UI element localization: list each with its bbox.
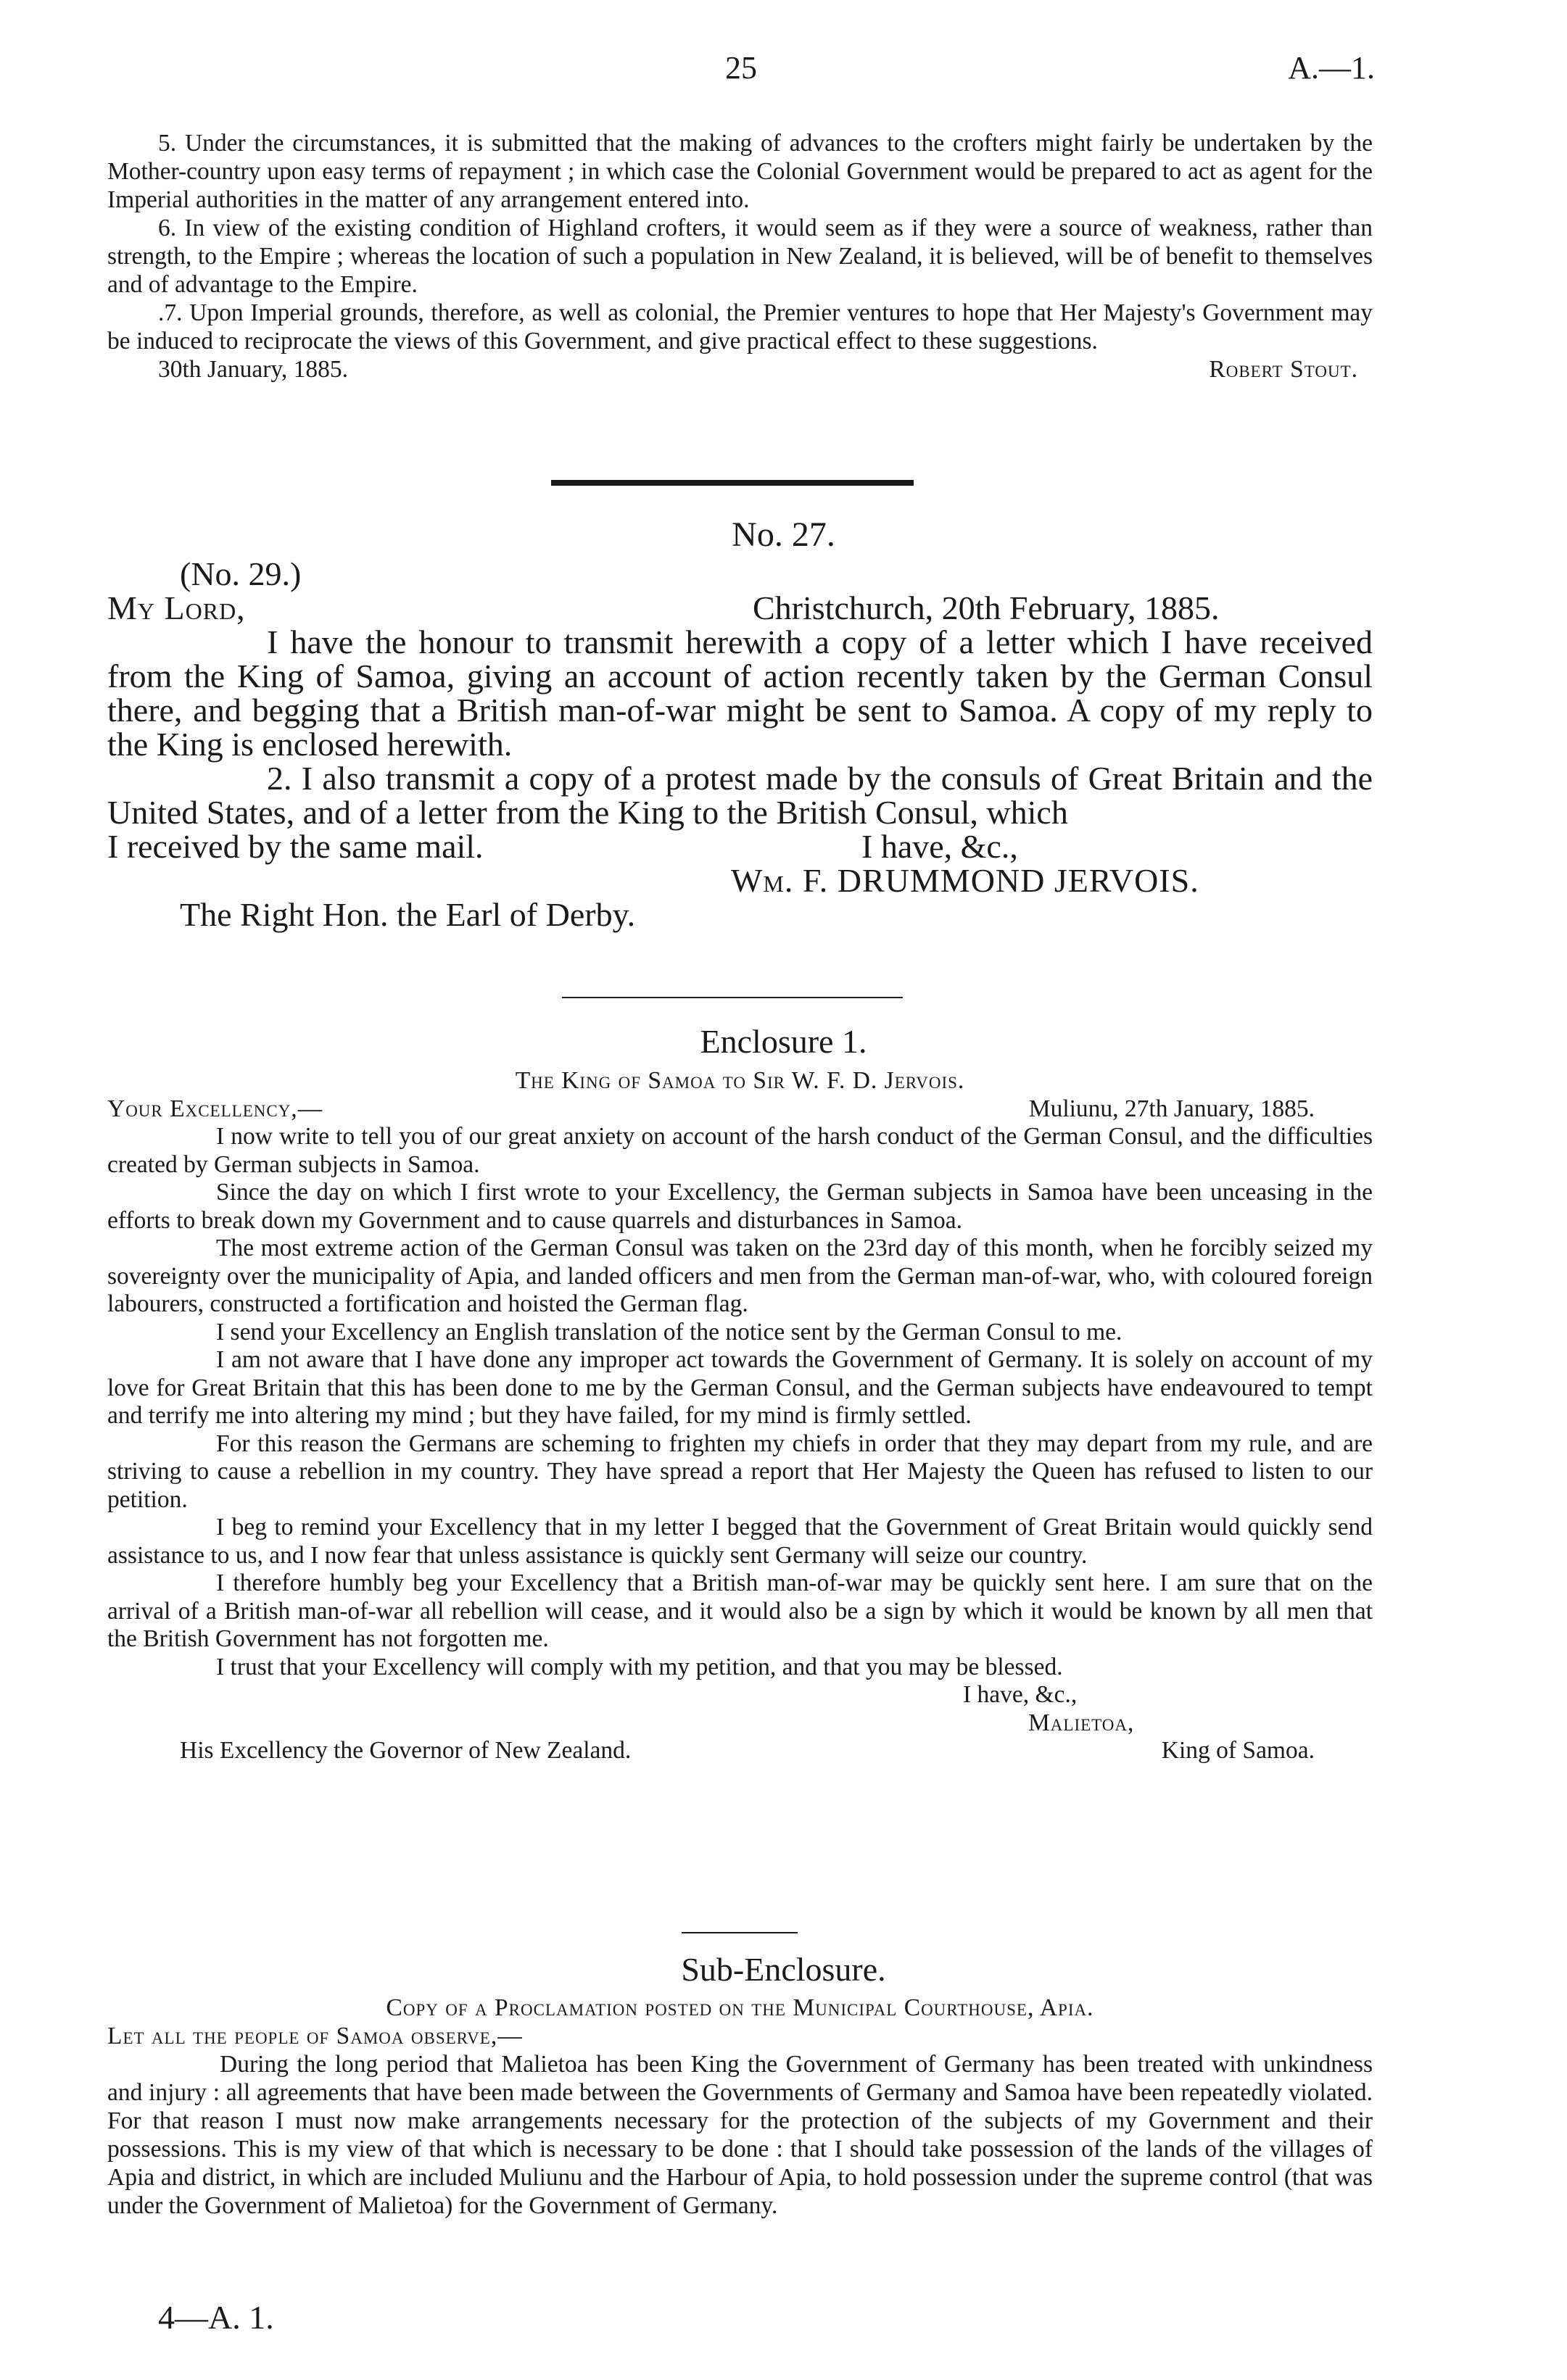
paragraph: 6. In view of the existing condition of Highland crofters, it would seem as if they were a source of weakness, rather than strength, to the Empire ; whereas the location of such a population in New Zealand, it is believed, will be of benefit to themselves and of advantage to the Empire. [107,215,1373,298]
salutation: Let all the people of Samoa observe,— [107,2023,523,2049]
addressee: The Right Hon. the Earl of Derby. [180,896,636,933]
closing: I have, &c., [861,828,1018,865]
place-date: Christchurch, 20th February, 1885. [753,589,1220,626]
salutation: My Lord, [107,589,246,626]
paragraph: .7. Upon Imperial grounds, therefore, as well as colonial, the Premier ventures to hope that Her Majesty's Government may be induced to reciprocate the views of this Government, and give practical effect to these suggestions. [107,299,1373,354]
paragraph: I beg to remind your Excellency that in my letter I begged that the Government of Great Britain would quickly send assistance to us, and I now fear that unless assistance is quickly sent Germany will seize our country. [107,1514,1373,1569]
paragraph: I now write to tell you of our great anxiety on account of the harsh conduct of the German Consul, and the difficulties created by German subjects in Samoa. [107,1123,1373,1178]
signatory-title: King of Samoa. [1161,1737,1315,1764]
section-divider [562,997,903,998]
page-header [0,49,1567,93]
place-date: Muliunu, 27th January, 1885. [1028,1095,1315,1122]
paragraph: I trust that your Excellency will comply with my petition, and that you may be blessed. [216,1653,1063,1680]
enclosure-1 [107,1067,1373,1765]
salutation: Your Excellency,— [107,1095,323,1122]
paragraph: During the long period that Malietoa has been King the Government of Germany has been treated with unkindness and injury : all agreements that have been made between the Governments of Germany and Samoa have been repeatedly violated. For that reason I must now make arrangements necessary for the protection of the subjects of my Government and their possessions. This is my view of that which is necessary to be done : that I should take possession of the lands of the villages of Apia and district, in which are included Muliunu and the Harbour of Apia, to hold possession under the supreme control (that was under the Government of Malietoa) for the Government of Germany. [107,2051,1373,2219]
paragraph-end: I received by the same mail. [107,828,484,865]
page-number: 25 [725,50,757,86]
addressee: His Excellency the Governor of New Zealand. [180,1737,632,1764]
letter-signature: Malietoa, [1028,1709,1135,1736]
section-divider [551,480,914,486]
subenclosure-subtitle: Copy of a Proclamation posted on the Municipal Courthouse, Apia. [386,1994,1094,2021]
sheet-signature-mark: 4—A. 1. [158,2299,274,2336]
despatch-reference: (No. 29.) [180,555,302,592]
paragraph: I send your Excellency an English translation of the notice sent by the German Consul to me. [216,1318,1122,1346]
despatch-signature: Wm. F. DRUMMOND JERVOIS. [731,862,1199,899]
despatch-no27 [107,557,1373,932]
paper-reference: A.—1. [1288,50,1375,86]
paragraph: I have the honour to transmit herewith a copy of a letter which I have received from the King of Samoa, giving an account of action recently taken by the German Consul there, and begging that a British man-of-war might be sent to Samoa. A copy of my reply to the King is enclosed herewith. [107,623,1373,763]
subenclosure-heading: Sub-Enclosure. [681,1951,886,1988]
paragraph: I therefore humbly beg your Excellency that a British man-of-war may be quickly sent here. I am sure that on the arrival of a British man-of-war all rebellion will cease, and it would also be a sign by which it would be known by all men that the British Government has not forgotten me. [107,1570,1373,1652]
section-divider [682,1932,798,1933]
enclosure-heading: Enclosure 1. [700,1023,867,1060]
enclosure-subtitle: The King of Samoa to Sir W. F. D. Jervois. [515,1067,965,1094]
paragraph: The most extreme action of the German Consul was taken on the 23rd day of this month, when he forcibly seized my sovereignty over the municipality of Apia, and landed officers and men from the German man-of-war, who, with coloured foreign labourers, constructed a fortification and hoisted the German flag. [107,1235,1373,1317]
sub-enclosure [107,1994,1373,2220]
document-number-heading: No. 27. [732,515,835,554]
closing: I have, &c., [963,1681,1078,1708]
paragraph: Since the day on which I first wrote to your Excellency, the German subjects in Samoa have been unceasing in the efforts to break down my Government and to cause quarrels and disturbances in Samoa. [107,1179,1373,1234]
paragraph: 2. I also transmit a copy of a protest made by the consuls of Great Britain and the United States, and of a letter from the King to the British Consul, which [107,760,1373,831]
paragraph: 5. Under the circumstances, it is submitted that the making of advances to the crofters might fairly be undertaken by the Mother-country upon easy terms of repayment ; in which case the Colonial Government would be prepared to act as agent for the Imperial authorities in the matter of any arrangement entered into. [107,130,1373,213]
memo-signature: Robert Stout. [1209,356,1358,383]
memo-date: 30th January, 1885. [158,356,349,383]
paragraph: I am not aware that I have done any improper act towards the Government of Germany. It is solely on account of my love for Great Britain that this has been done to me by the German Consul, and the German subjects have endeavoured to tempt and terrify me into altering my mind ; but they have failed, for my mind is firmly settled. [107,1346,1373,1429]
memo-section [107,129,1373,383]
paragraph: For this reason the Germans are scheming to frighten my chiefs in order that they may depart from my rule, and are striving to cause a rebellion in my country. They have spread a report that Her Majesty the Queen has refused to listen to our petition. [107,1430,1373,1513]
